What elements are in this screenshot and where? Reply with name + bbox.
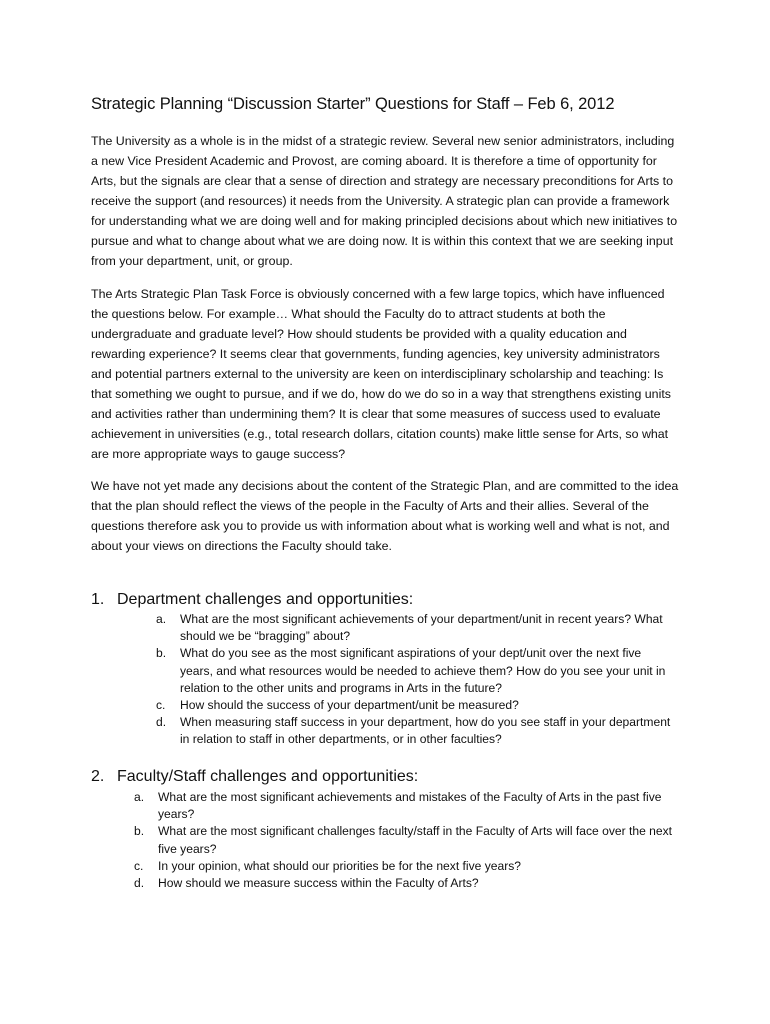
list-item <box>134 823 682 857</box>
list-item-text: What do you see as the most significant aspirations of your dept/unit over the next five years, and what resources would be needed to achieve them? How do you see your unit in relation to the other units and programs in Arts in the future? <box>180 646 666 695</box>
section-heading-text: Faculty/Staff challenges and opportunities: <box>117 768 419 785</box>
document-title: Strategic Planning “Discussion Starter” Questions for Staff – Feb 6, 2012 <box>91 95 615 113</box>
faculty-staff-question-list <box>134 789 682 892</box>
list-item-text: When measuring staff success in your department, how do you see staff in your department in relation to staff in other departments, or in other faculties? <box>180 715 671 747</box>
list-item <box>134 875 682 892</box>
list-item-letter: b. <box>156 646 167 661</box>
list-item-text: How should we measure success within the Faculty of Arts? <box>158 876 479 891</box>
list-item-letter: d. <box>134 876 145 891</box>
list-item <box>134 858 682 875</box>
list-item-letter: c. <box>134 858 144 873</box>
section-heading-text: Department challenges and opportunities: <box>117 591 414 608</box>
list-item <box>156 697 676 714</box>
task-force-paragraph: The Arts Strategic Plan Task Force is obviously concerned with a few large topics, which have influenced the questions below. For example… What should the Faculty do to attract students at both the undergraduate and graduate level? How should students be provided with a quality education and rewarding experience? It seems clear that governments, funding agencies, key university administrators and potential partners external to the university are keen on interdisciplinary scholarship and teaching: Is that something we ought to pursue, and if we do, how do we do so in a way that strengthens existing units and activities rather than undermining them? It is clear that some measures of success used to evaluate achievement in universities (e.g., total research dollars, citation counts) make little sense for Arts, so what are more appropriate ways to gauge success? <box>91 287 671 461</box>
decisions-paragraph: We have not yet made any decisions about the content of the Strategic Plan, and are committed to the idea that the plan should reflect the views of the people in the Faculty of Arts and their allies. Several of the questions therefore ask you to provide us with information about what is working well and what is not, and about your views on directions the Faculty should take. <box>91 479 679 553</box>
list-item <box>156 714 676 748</box>
list-item-text: What are the most significant achievements of your department/unit in recent years? What should we be “bragging” about? <box>180 612 663 644</box>
list-item-letter: a. <box>134 790 145 804</box>
section-heading-department <box>91 590 413 610</box>
list-item-text: How should the success of your department/unit be measured? <box>180 698 519 713</box>
list-item-letter: c. <box>156 698 166 713</box>
list-item-letter: d. <box>156 715 167 730</box>
list-item-letter: a. <box>156 612 167 626</box>
list-item-text: In your opinion, what should our priorities be for the next five years? <box>158 858 522 873</box>
list-item-text: What are the most significant challenges faculty/staff in the Faculty of Arts will face over the next five years? <box>158 824 673 856</box>
list-item <box>156 611 676 645</box>
list-item <box>134 789 682 823</box>
department-question-list <box>156 611 676 749</box>
intro-paragraph: The University as a whole is in the midst of a strategic review. Several new senior administrators, including a new Vice President Academic and Provost, are coming aboard. It is therefore a time of opportunity for Arts, but the signals are clear that a sense of direction and strategy are necessary preconditions for Arts to receive the support (and resources) it needs from the University. A strategic plan can provide a framework for understanding what we are doing well and for making principled decisions about which new initiatives to pursue and what to change about what we are doing now. It is within this context that we are seeking input from your department, unit, or group. <box>91 134 678 268</box>
section-number: 1. <box>91 591 105 608</box>
list-item-letter: b. <box>134 824 145 839</box>
section-heading-faculty-staff <box>91 767 418 787</box>
list-item-text: What are the most significant achievements and mistakes of the Faculty of Arts in the past five years? <box>158 790 662 822</box>
section-number: 2. <box>91 768 105 785</box>
list-item <box>156 645 676 697</box>
